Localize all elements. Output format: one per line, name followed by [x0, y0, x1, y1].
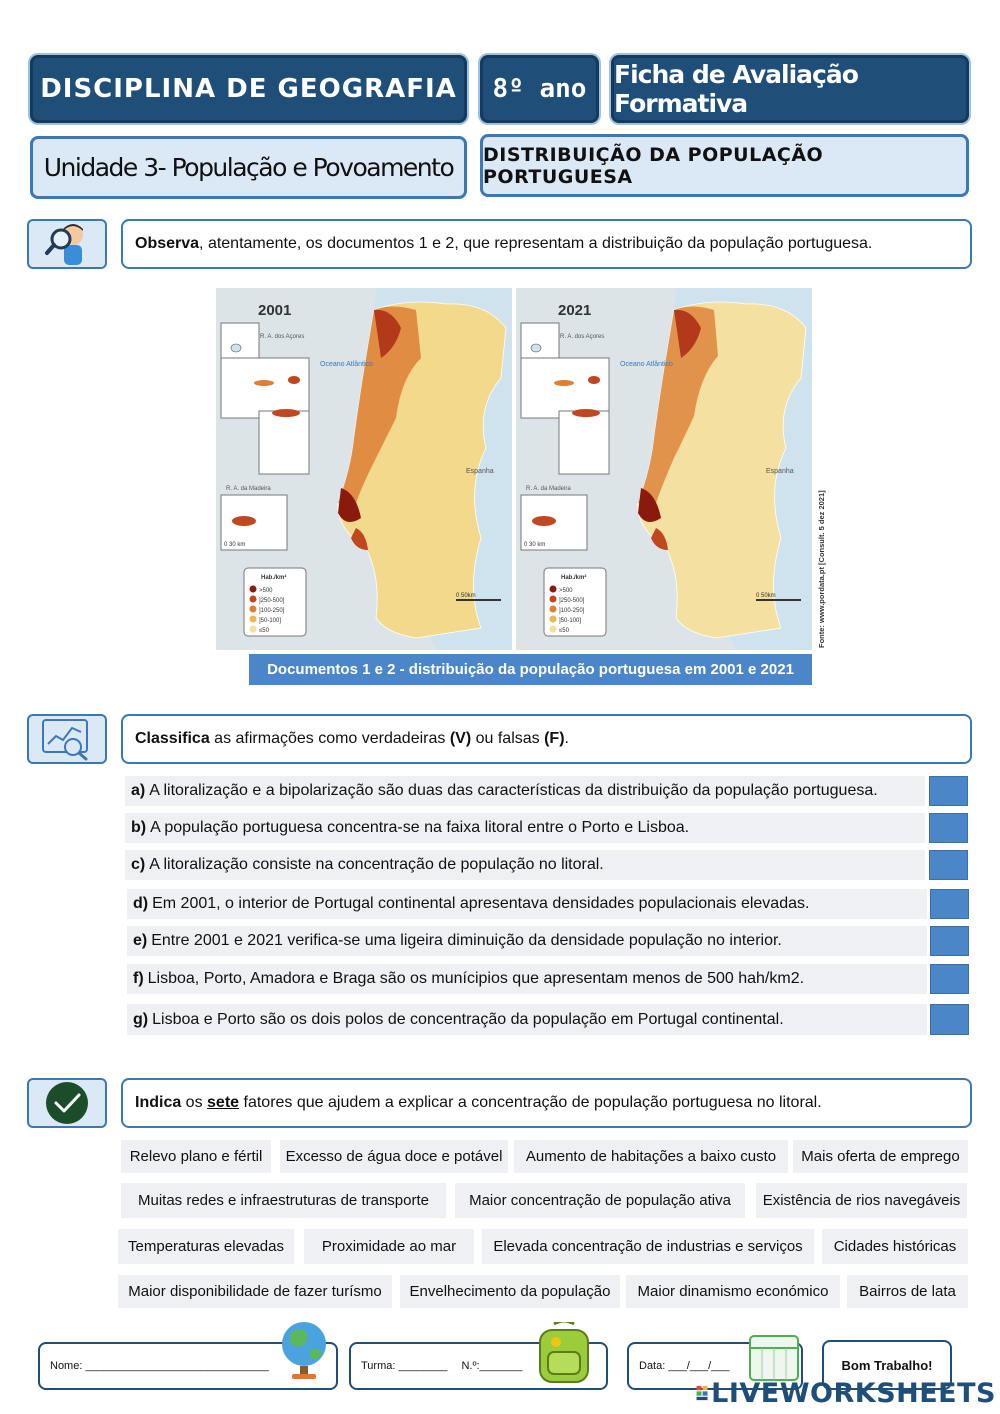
statement-row [127, 926, 927, 956]
legend-item-2021: ]50-100] [559, 618, 582, 624]
azores-label-2001: R. A. dos Açores [260, 334, 305, 340]
map-2001 [216, 288, 512, 650]
sheet-type-title: Ficha de Avaliação Formativa [614, 60, 858, 118]
number-label: N.º:_______ [461, 1360, 523, 1372]
legend-item-2021: >500 [559, 588, 573, 594]
legend-title-2001: Hab./km² [261, 575, 287, 581]
factor-chip[interactable]: Temperaturas elevadas [118, 1229, 294, 1264]
statement-row [127, 1004, 927, 1035]
false-marker: (F) [544, 730, 565, 747]
factor-chip[interactable]: Cidades históricas [822, 1229, 968, 1264]
density-maps-figure [216, 288, 828, 650]
statement-text: Em 2001, o interior de Portugal continental apresentava densidades populacionais elevadas. [152, 895, 810, 912]
observe-verb: Observa [135, 235, 200, 252]
legend-item-2001: ]250-500] [259, 598, 285, 604]
answer-box-e[interactable] [930, 926, 969, 956]
factor-chip[interactable]: Bairros de lata [847, 1275, 968, 1308]
statement-row [125, 850, 925, 880]
answer-box-b[interactable] [929, 813, 968, 843]
date-label: Data: ___/___/___ [639, 1360, 730, 1372]
statement-text: Lisboa e Porto são os dois polos de concentração da população em Portugal continental. [152, 1010, 784, 1028]
legend-item-2001: >500 [259, 588, 273, 594]
classify-verb: Classifica [135, 730, 210, 747]
statement-letter: g) [133, 1010, 149, 1028]
backpack-icon [530, 1322, 600, 1386]
statement-letter: a) [131, 782, 146, 799]
indicate-emphasis: sete [207, 1094, 240, 1111]
magnifier-student-icon [37, 221, 97, 267]
factor-chip[interactable]: Maior concentração de população ativa [455, 1183, 745, 1218]
classify-text: as afirmações como verdadeiras [209, 730, 450, 747]
factor-chip[interactable]: Envelhecimento da população [400, 1275, 620, 1308]
data-analysis-icon [39, 717, 95, 761]
discipline-title: DISCIPLINA DE GEOGRAFIA [40, 74, 457, 104]
legend-item-2001: ]50-100] [259, 618, 282, 624]
spain-label-2021: Espanha [766, 468, 794, 475]
statement-text: A litoralização e a bipolarização são duas das características da distribuição da população portuguesa. [149, 782, 878, 799]
factor-chip[interactable]: Mais oferta de emprego [793, 1140, 968, 1173]
factor-chip[interactable]: Aumento de habitações a baixo custo [514, 1140, 788, 1173]
legend-item-2021: ]250-500] [559, 598, 585, 604]
liveworksheets-icon [696, 1379, 709, 1407]
statement-row [125, 776, 925, 806]
class-label: Turma: ________ [361, 1360, 448, 1372]
observe-icon-box [27, 219, 107, 269]
madeira-label-2001: R. A. da Madeira [226, 486, 271, 492]
liveworksheets-logo [696, 1376, 996, 1410]
madeira-label-2021: R. A. da Madeira [526, 486, 571, 492]
classify-instruction [121, 714, 972, 764]
ocean-label-2021: Oceano Atlântico [620, 361, 673, 368]
observe-instruction [121, 219, 972, 269]
grade-banner [480, 55, 599, 123]
classify-text: . [564, 730, 569, 747]
indicate-icon-box [27, 1078, 107, 1128]
liveworksheets-brand: LIVEWORKSHEETS [711, 1377, 996, 1409]
legend-item-2001: ≤50 [259, 628, 269, 634]
observe-text: , atentamente, os documentos 1 e 2, que representam a distribuição da população portuguesa. [199, 235, 873, 252]
indicate-text: fatores que ajudem a explicar a concentração de população portuguesa no litoral. [239, 1094, 822, 1111]
statement-text: A litoralização consiste na concentração de população no litoral. [149, 856, 604, 873]
answer-box-g[interactable] [930, 1004, 969, 1035]
true-marker: (V) [449, 730, 472, 747]
factor-chip[interactable]: Relevo plano e fértil [121, 1140, 271, 1173]
indicate-verb: Indica [135, 1094, 182, 1111]
factor-chip[interactable]: Existência de rios navegáveis [756, 1183, 967, 1218]
map-year-2021: 2021 [558, 302, 592, 319]
unit-title: Unidade 3- População e Povoamento [43, 153, 454, 182]
main-scale-2021: 0 50km [756, 593, 776, 599]
maps-caption: Documentos 1 e 2 - distribuição da população portuguesa em 2001 e 2021 [249, 654, 812, 685]
map-2021 [516, 288, 812, 650]
map-year-2001: 2001 [258, 302, 292, 319]
name-label: Nome: ______________________________ [50, 1360, 269, 1372]
statement-letter: b) [131, 819, 147, 836]
answer-box-d[interactable] [930, 889, 969, 919]
statement-row [127, 889, 927, 919]
grade-label: 8º ano [492, 74, 587, 104]
spain-label-2001: Espanha [466, 468, 494, 475]
indicate-text: os [181, 1094, 208, 1111]
factor-chip[interactable]: Muitas redes e infraestruturas de transporte [121, 1183, 446, 1218]
legend-item-2021: ≤50 [559, 628, 569, 634]
indicate-instruction [121, 1078, 972, 1128]
statement-letter: c) [131, 856, 146, 873]
topic-banner [480, 134, 969, 197]
topic-title: DISTRIBUIÇÃO DA POPULAÇÃO PORTUGUESA [483, 143, 824, 188]
statement-text: Lisboa, Porto, Amadora e Braga são os munícipios que apresentam menos de 500 hah/km2. [147, 970, 805, 987]
good-work-badge: Bom Trabalho! [822, 1340, 952, 1390]
answer-box-a[interactable] [929, 776, 968, 806]
sheet-type-banner [611, 55, 969, 123]
statement-letter: e) [133, 932, 148, 949]
statement-row [125, 813, 925, 843]
factor-chip[interactable]: Elevada concentração de industrias e serviços [482, 1229, 814, 1264]
statement-row [127, 964, 927, 994]
checkmark-icon [42, 1080, 92, 1126]
classify-text: ou falsas [471, 730, 545, 747]
legend-item-2001: ]100-250] [259, 608, 285, 614]
inset-scale-2001: 0 30 km [224, 542, 246, 548]
main-scale-2001: 0 50km [456, 593, 476, 599]
factor-chip[interactable]: Maior disponibilidade de fazer turísmo [118, 1275, 392, 1308]
unit-banner [30, 136, 467, 199]
discipline-banner [30, 55, 467, 123]
inset-scale-2021: 0 30 km [524, 542, 546, 548]
azores-label-2021: R. A. dos Açores [560, 334, 605, 340]
ocean-label-2001: Oceano Atlântico [320, 361, 373, 368]
statement-text: Entre 2001 e 2021 verifica-se uma ligeira diminuição da densidade população no interior. [151, 932, 782, 949]
statement-text: A população portuguesa concentra-se na faixa litoral entre o Porto e Lisboa. [150, 819, 690, 836]
factor-chip[interactable]: Excesso de água doce e potável [280, 1140, 508, 1173]
answer-box-f[interactable] [930, 964, 969, 994]
answer-box-c[interactable] [929, 850, 968, 880]
factor-chip[interactable]: Proximidade ao mar [304, 1229, 474, 1264]
classify-icon-box [27, 714, 107, 764]
source-label: Fonte: www.pordata.pt [Consult. 5 dez 2021] [817, 490, 826, 648]
legend-title-2021: Hab./km² [561, 575, 587, 581]
factor-chip[interactable]: Maior dinamismo económico [626, 1275, 840, 1308]
statement-letter: f) [133, 970, 144, 987]
statement-letter: d) [133, 895, 149, 912]
legend-item-2021: ]100-250] [559, 608, 585, 614]
globe-icon [276, 1318, 332, 1382]
